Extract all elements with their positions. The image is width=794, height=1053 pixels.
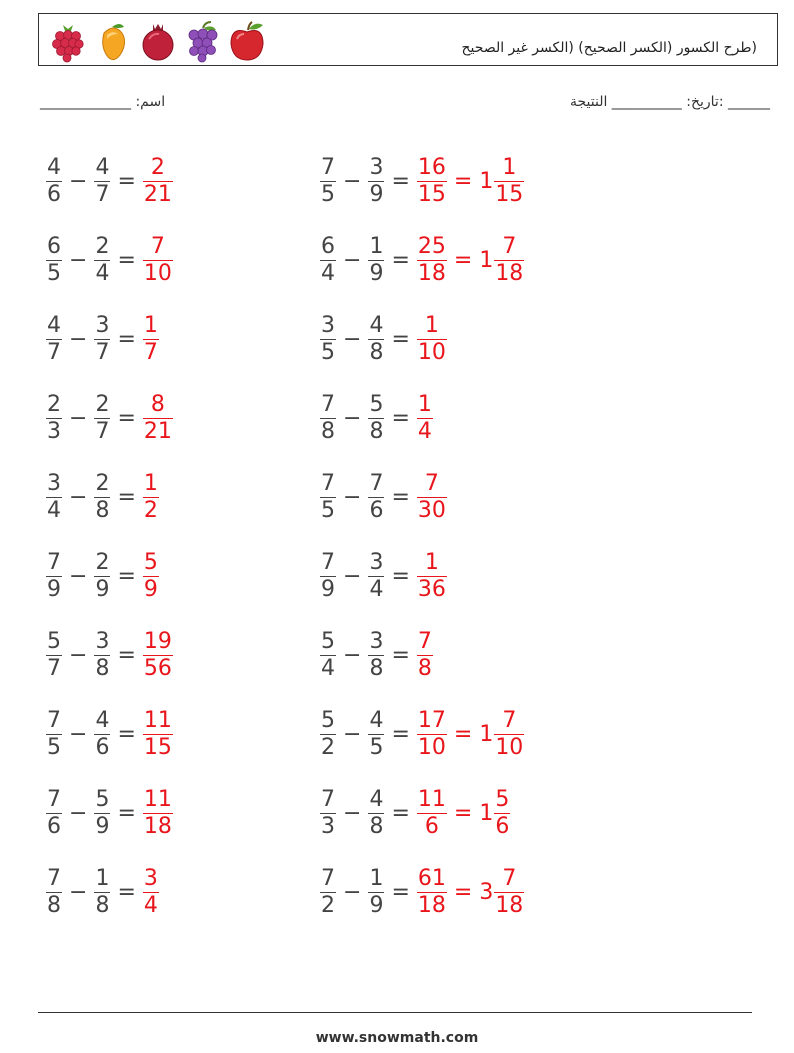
mixed-number-answer: [479, 154, 524, 208]
problem-row: [46, 774, 173, 853]
fruit-icons: [45, 19, 270, 63]
minus-sign: −: [343, 485, 362, 510]
first-fraction-numerator: 7: [321, 549, 335, 575]
first-fraction-denominator: 8: [321, 419, 335, 445]
first-fraction-numerator: 7: [47, 786, 61, 812]
second-fraction-numerator: 1: [95, 865, 110, 891]
first-fraction-denominator: 3: [47, 419, 61, 445]
first-fraction-numerator: 5: [321, 628, 335, 654]
first-fraction-denominator: 2: [321, 735, 335, 761]
problem-row: [46, 221, 173, 300]
first-fraction-denominator: 9: [321, 577, 335, 603]
problem-row: [46, 853, 173, 932]
equals-sign: =: [391, 327, 410, 352]
problem-row: [46, 379, 173, 458]
first-fraction-numerator: 2: [47, 391, 61, 417]
second-fraction-numerator: 3: [369, 549, 384, 575]
answer-fraction-denominator: 6: [424, 814, 439, 840]
second-fraction-denominator: 5: [369, 735, 384, 761]
first-fraction: [320, 154, 336, 208]
first-fraction: [46, 549, 62, 603]
apple-icon: [225, 19, 270, 63]
second-fraction-numerator: 7: [369, 470, 384, 496]
second-fraction-denominator: 7: [95, 419, 110, 445]
answer-fraction: [143, 628, 173, 682]
equals-sign: =: [391, 485, 410, 510]
answer-fraction-numerator: 25: [417, 233, 446, 259]
problem-row: [46, 537, 173, 616]
mixed-whole: 3: [479, 880, 494, 905]
answer-fraction-denominator: 8: [417, 656, 432, 682]
mixed-fraction: [494, 233, 524, 287]
minus-sign: −: [343, 564, 362, 589]
first-fraction-numerator: 5: [47, 628, 61, 654]
second-fraction-denominator: 8: [369, 340, 384, 366]
answer-fraction-numerator: 1: [143, 312, 158, 338]
answer-fraction-numerator: 1: [417, 391, 432, 417]
answer-fraction-numerator: 5: [143, 549, 158, 575]
first-fraction-numerator: 3: [321, 312, 335, 338]
answer-fraction-numerator: 7: [417, 628, 432, 654]
first-fraction-denominator: 4: [47, 498, 61, 524]
equals-sign: =: [391, 643, 410, 668]
answer-fraction-numerator: 19: [143, 628, 172, 654]
answer-fraction-denominator: 21: [143, 182, 172, 208]
answer-fraction-numerator: 1: [143, 470, 158, 496]
equals-sign: =: [391, 880, 410, 905]
minus-sign: −: [343, 406, 362, 431]
answer-fraction: [143, 549, 159, 603]
first-fraction-numerator: 7: [47, 707, 61, 733]
mixed-fraction-numerator: 7: [502, 865, 517, 891]
second-fraction: [94, 470, 110, 524]
answer-fraction-denominator: 21: [143, 419, 172, 445]
problems-column-left: [46, 142, 173, 932]
answer-fraction-numerator: 1: [424, 312, 439, 338]
answer-fraction-numerator: 2: [150, 154, 165, 180]
minus-sign: −: [343, 722, 362, 747]
answer-fraction: [143, 154, 173, 208]
answer-fraction: [417, 786, 447, 840]
second-fraction-numerator: 5: [95, 786, 110, 812]
second-fraction: [94, 312, 110, 366]
answer-fraction-numerator: 7: [424, 470, 439, 496]
second-fraction-numerator: 4: [369, 312, 384, 338]
equals-sign: =: [391, 406, 410, 431]
pomegranate-icon: [135, 19, 180, 63]
answer-fraction-denominator: 4: [143, 893, 158, 919]
first-fraction: [320, 707, 336, 761]
mixed-equals-sign: =: [453, 722, 473, 747]
first-fraction: [320, 549, 336, 603]
equals-sign: =: [117, 169, 136, 194]
first-fraction: [320, 865, 336, 919]
mixed-number-answer: [479, 233, 524, 287]
mixed-fraction-numerator: 1: [502, 154, 517, 180]
equals-sign: =: [391, 169, 410, 194]
second-fraction: [94, 707, 110, 761]
equals-sign: =: [117, 564, 136, 589]
second-fraction-denominator: 6: [95, 735, 110, 761]
mixed-fraction: [494, 707, 524, 761]
second-fraction-numerator: 3: [369, 628, 384, 654]
equals-sign: =: [117, 801, 136, 826]
footer-divider: [38, 1012, 752, 1013]
equals-sign: =: [391, 564, 410, 589]
second-fraction: [368, 470, 384, 524]
first-fraction: [320, 786, 336, 840]
first-fraction: [320, 628, 336, 682]
first-fraction-numerator: 7: [47, 549, 61, 575]
mixed-whole: 1: [479, 722, 494, 747]
problem-row: [46, 616, 173, 695]
answer-fraction-denominator: 18: [417, 261, 446, 287]
first-fraction-denominator: 7: [47, 656, 61, 682]
answer-fraction-denominator: 10: [417, 340, 446, 366]
second-fraction-denominator: 4: [369, 577, 384, 603]
answer-fraction-denominator: 10: [417, 735, 446, 761]
first-fraction-denominator: 5: [47, 735, 61, 761]
answer-fraction: [143, 233, 173, 287]
second-fraction-denominator: 8: [95, 893, 110, 919]
mixed-fraction: [494, 865, 524, 919]
answer-fraction-denominator: 30: [417, 498, 446, 524]
answer-fraction-numerator: 7: [150, 233, 165, 259]
first-fraction-denominator: 5: [47, 261, 61, 287]
first-fraction: [46, 628, 62, 682]
second-fraction: [94, 233, 110, 287]
first-fraction: [46, 233, 62, 287]
minus-sign: −: [69, 643, 88, 668]
second-fraction-numerator: 3: [95, 312, 110, 338]
answer-fraction-denominator: 2: [143, 498, 158, 524]
second-fraction-denominator: 8: [95, 656, 110, 682]
minus-sign: −: [343, 327, 362, 352]
first-fraction-denominator: 5: [321, 182, 335, 208]
equals-sign: =: [391, 801, 410, 826]
first-fraction-denominator: 3: [321, 814, 335, 840]
problem-row: [320, 853, 524, 932]
first-fraction-denominator: 5: [321, 498, 335, 524]
first-fraction-denominator: 9: [47, 577, 61, 603]
second-fraction-numerator: 2: [95, 233, 110, 259]
first-fraction-denominator: 7: [47, 340, 61, 366]
equals-sign: =: [117, 722, 136, 747]
answer-fraction: [417, 549, 447, 603]
first-fraction-numerator: 6: [47, 233, 61, 259]
second-fraction: [368, 865, 384, 919]
second-fraction-numerator: 4: [369, 786, 384, 812]
mixed-number-answer: [479, 707, 524, 761]
answer-fraction-numerator: 8: [150, 391, 165, 417]
minus-sign: −: [69, 169, 88, 194]
second-fraction-numerator: 1: [369, 865, 384, 891]
second-fraction-numerator: 3: [369, 154, 384, 180]
answer-fraction-numerator: 16: [417, 154, 446, 180]
worksheet-header: [38, 13, 778, 66]
first-fraction: [46, 707, 62, 761]
second-fraction-denominator: 4: [95, 261, 110, 287]
second-fraction-numerator: 3: [95, 628, 110, 654]
equals-sign: =: [117, 880, 136, 905]
minus-sign: −: [69, 880, 88, 905]
problem-row: [320, 221, 524, 300]
second-fraction-denominator: 9: [95, 814, 110, 840]
second-fraction: [368, 707, 384, 761]
second-fraction-numerator: 1: [369, 233, 384, 259]
answer-fraction-numerator: 11: [143, 707, 172, 733]
answer-fraction: [143, 312, 159, 366]
first-fraction-denominator: 5: [321, 340, 335, 366]
first-fraction: [46, 391, 62, 445]
mixed-number-answer: [479, 786, 510, 840]
first-fraction: [46, 786, 62, 840]
minus-sign: −: [69, 248, 88, 273]
mixed-fraction-denominator: 18: [495, 261, 524, 287]
first-fraction: [46, 865, 62, 919]
minus-sign: −: [69, 564, 88, 589]
second-fraction-numerator: 2: [95, 470, 110, 496]
mixed-fraction: [494, 154, 524, 208]
minus-sign: −: [69, 485, 88, 510]
second-fraction-denominator: 8: [369, 656, 384, 682]
first-fraction: [46, 154, 62, 208]
problem-row: [320, 142, 524, 221]
second-fraction-denominator: 9: [369, 182, 384, 208]
minus-sign: −: [343, 643, 362, 668]
answer-fraction: [143, 391, 173, 445]
answer-fraction-numerator: 61: [417, 865, 446, 891]
first-fraction: [320, 233, 336, 287]
answer-fraction: [143, 865, 159, 919]
problem-row: [320, 300, 524, 379]
answer-fraction-denominator: 36: [417, 577, 446, 603]
answer-fraction-denominator: 10: [143, 261, 172, 287]
second-fraction: [368, 154, 384, 208]
second-fraction-numerator: 4: [95, 154, 110, 180]
first-fraction-numerator: 7: [47, 865, 61, 891]
second-fraction: [368, 233, 384, 287]
answer-fraction-denominator: 56: [143, 656, 172, 682]
answer-fraction: [417, 154, 447, 208]
first-fraction-numerator: 7: [321, 391, 335, 417]
answer-fraction: [143, 707, 173, 761]
mixed-fraction-denominator: 18: [495, 893, 524, 919]
mixed-whole: 1: [479, 801, 494, 826]
second-fraction: [94, 628, 110, 682]
second-fraction-denominator: 9: [369, 893, 384, 919]
first-fraction: [320, 312, 336, 366]
problem-row: [46, 458, 173, 537]
problems-column-right: [320, 142, 524, 932]
first-fraction-numerator: 7: [321, 470, 335, 496]
first-fraction: [46, 470, 62, 524]
answer-fraction-denominator: 15: [143, 735, 172, 761]
minus-sign: −: [69, 327, 88, 352]
minus-sign: −: [69, 722, 88, 747]
equals-sign: =: [117, 406, 136, 431]
second-fraction-denominator: 9: [95, 577, 110, 603]
mixed-fraction-numerator: 5: [495, 786, 510, 812]
mixed-fraction-denominator: 6: [495, 814, 510, 840]
first-fraction-numerator: 4: [47, 312, 61, 338]
second-fraction-numerator: 2: [95, 391, 110, 417]
second-fraction: [94, 154, 110, 208]
second-fraction: [94, 786, 110, 840]
answer-fraction-numerator: 11: [417, 786, 446, 812]
second-fraction: [368, 549, 384, 603]
first-fraction-denominator: 4: [321, 261, 335, 287]
second-fraction-denominator: 8: [369, 419, 384, 445]
first-fraction-denominator: 2: [321, 893, 335, 919]
first-fraction-denominator: 8: [47, 893, 61, 919]
first-fraction-numerator: 6: [321, 233, 335, 259]
second-fraction: [94, 865, 110, 919]
first-fraction: [320, 470, 336, 524]
problem-row: [320, 458, 524, 537]
answer-fraction-numerator: 1: [424, 549, 439, 575]
minus-sign: −: [343, 248, 362, 273]
first-fraction: [320, 391, 336, 445]
raspberry-icon: [45, 19, 90, 63]
problem-row: [320, 695, 524, 774]
mixed-equals-sign: =: [453, 880, 473, 905]
mango-icon: [90, 19, 135, 63]
minus-sign: −: [343, 801, 362, 826]
second-fraction-denominator: 8: [369, 814, 384, 840]
problem-row: [320, 616, 524, 695]
mixed-fraction-denominator: 15: [495, 182, 524, 208]
mixed-fraction-numerator: 7: [502, 707, 517, 733]
answer-fraction-numerator: 3: [143, 865, 158, 891]
mixed-fraction-denominator: 10: [495, 735, 524, 761]
second-fraction-denominator: 7: [95, 340, 110, 366]
mixed-equals-sign: =: [453, 801, 473, 826]
mixed-whole: 1: [479, 169, 494, 194]
grapes-icon: [180, 19, 225, 63]
second-fraction: [94, 391, 110, 445]
first-fraction-numerator: 3: [47, 470, 61, 496]
second-fraction: [94, 549, 110, 603]
first-fraction-numerator: 5: [321, 707, 335, 733]
answer-fraction-denominator: 9: [143, 577, 158, 603]
second-fraction-denominator: 9: [369, 261, 384, 287]
answer-fraction-numerator: 11: [143, 786, 172, 812]
second-fraction: [368, 628, 384, 682]
equals-sign: =: [117, 643, 136, 668]
minus-sign: −: [69, 406, 88, 431]
first-fraction-denominator: 4: [321, 656, 335, 682]
answer-fraction: [417, 470, 447, 524]
date-score-field: ______ :تاريخ: __________ النتيجة: [569, 94, 770, 110]
answer-fraction: [417, 233, 447, 287]
mixed-whole: 1: [479, 248, 494, 273]
answer-fraction-denominator: 4: [417, 419, 432, 445]
mixed-fraction: [494, 786, 510, 840]
mixed-number-answer: [479, 865, 524, 919]
first-fraction-numerator: 7: [321, 865, 335, 891]
answer-fraction: [417, 312, 447, 366]
answer-fraction-denominator: 7: [143, 340, 158, 366]
answer-fraction-denominator: 18: [143, 814, 172, 840]
second-fraction-numerator: 5: [369, 391, 384, 417]
first-fraction-denominator: 6: [47, 814, 61, 840]
second-fraction: [368, 391, 384, 445]
equals-sign: =: [117, 248, 136, 273]
first-fraction: [46, 312, 62, 366]
equals-sign: =: [391, 722, 410, 747]
problem-row: [320, 774, 524, 853]
answer-fraction: [143, 786, 173, 840]
second-fraction-denominator: 7: [95, 182, 110, 208]
minus-sign: −: [343, 880, 362, 905]
mixed-equals-sign: =: [453, 169, 473, 194]
second-fraction-denominator: 8: [95, 498, 110, 524]
footer-site: www.snowmath.com: [315, 1030, 479, 1046]
second-fraction-numerator: 4: [369, 707, 384, 733]
first-fraction-numerator: 7: [321, 786, 335, 812]
answer-fraction-denominator: 18: [417, 893, 446, 919]
first-fraction-denominator: 6: [47, 182, 61, 208]
name-field: اسم: _____________: [40, 94, 166, 110]
second-fraction: [368, 312, 384, 366]
second-fraction-numerator: 4: [95, 707, 110, 733]
answer-fraction: [417, 865, 447, 919]
problem-row: [46, 300, 173, 379]
answer-fraction-denominator: 15: [417, 182, 446, 208]
minus-sign: −: [343, 169, 362, 194]
worksheet-title: (طرح الكسور (الكسر الصحيح) (الكسر غير الصحيح: [461, 40, 757, 56]
second-fraction-numerator: 2: [95, 549, 110, 575]
answer-fraction: [143, 470, 159, 524]
problem-row: [320, 379, 524, 458]
first-fraction-numerator: 7: [321, 154, 335, 180]
equals-sign: =: [117, 327, 136, 352]
second-fraction: [368, 786, 384, 840]
equals-sign: =: [117, 485, 136, 510]
mixed-equals-sign: =: [453, 248, 473, 273]
problem-row: [46, 695, 173, 774]
equals-sign: =: [391, 248, 410, 273]
answer-fraction-numerator: 17: [417, 707, 446, 733]
first-fraction-numerator: 4: [47, 154, 61, 180]
problem-row: [46, 142, 173, 221]
minus-sign: −: [69, 801, 88, 826]
answer-fraction: [417, 628, 433, 682]
second-fraction-denominator: 6: [369, 498, 384, 524]
mixed-fraction-numerator: 7: [502, 233, 517, 259]
answer-fraction: [417, 391, 433, 445]
problem-row: [320, 537, 524, 616]
answer-fraction: [417, 707, 447, 761]
